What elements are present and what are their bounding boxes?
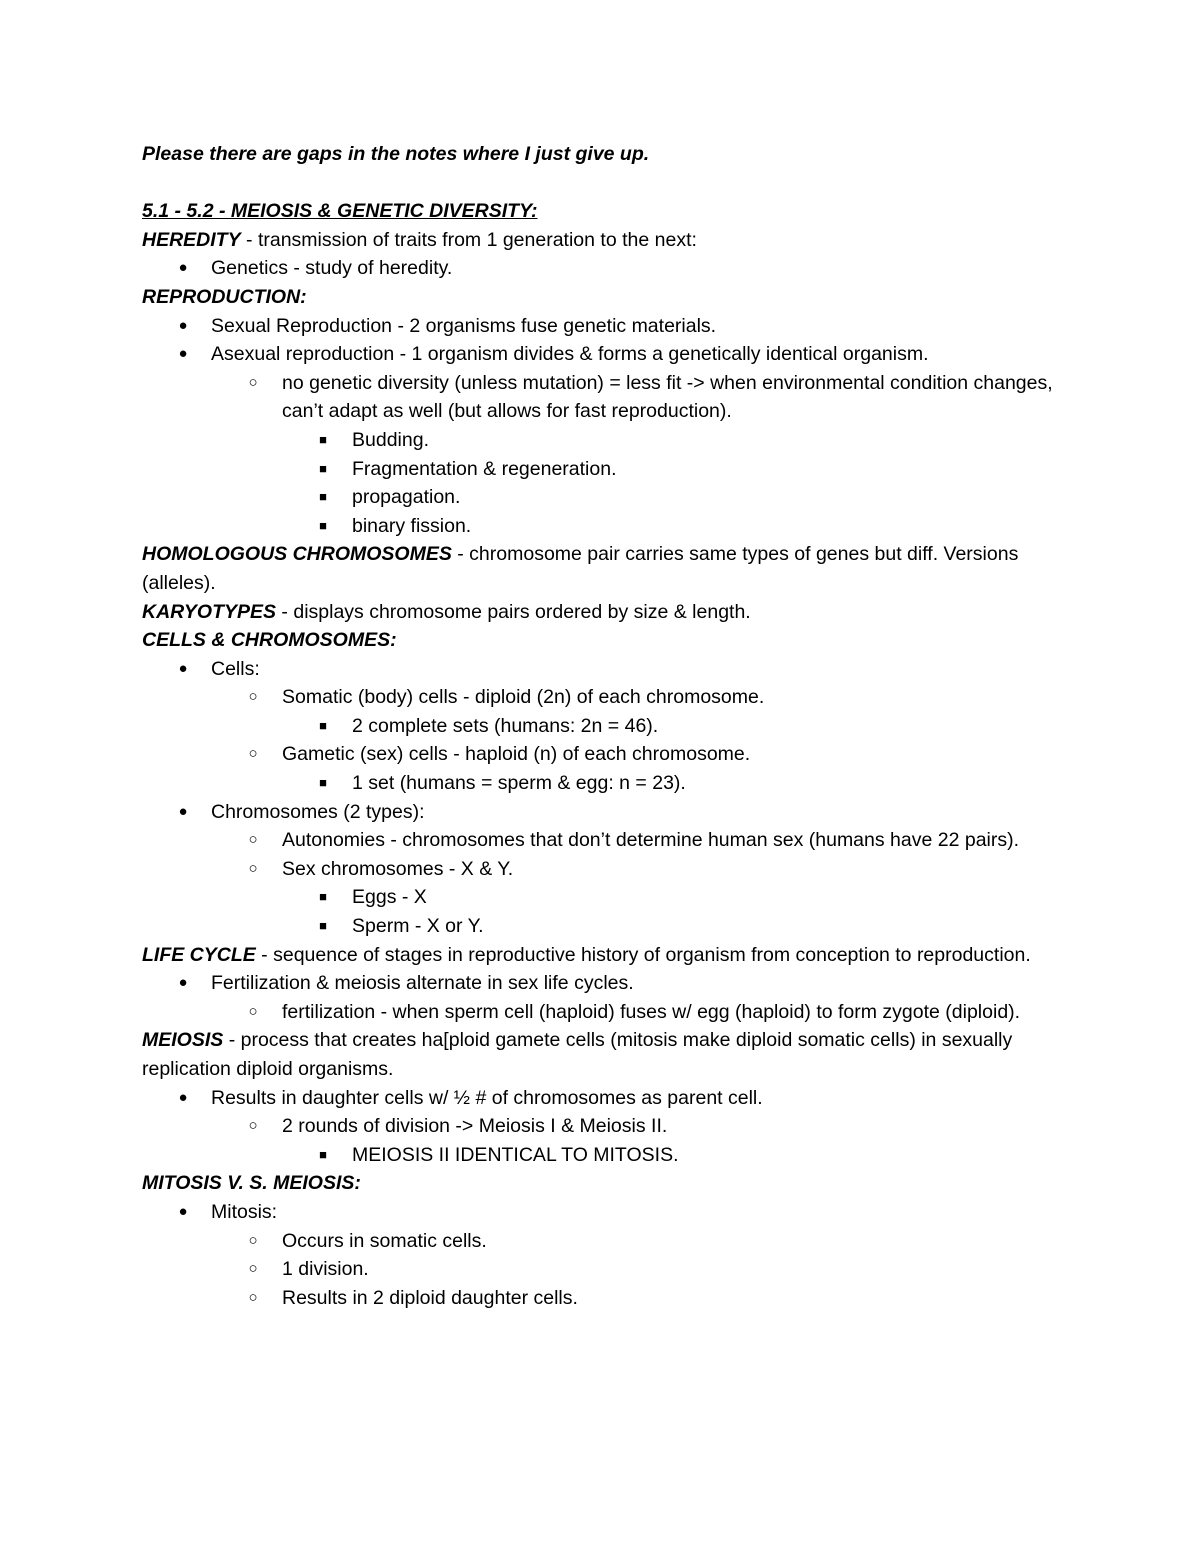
sub-sub-list-item: ■ binary fission. <box>142 512 1062 541</box>
karyotypes-definition <box>142 598 1062 627</box>
mitosis-vs-meiosis-heading: MITOSIS V. S. MEIOSIS: <box>142 1172 361 1195</box>
square-bullet-icon: ■ <box>319 775 327 791</box>
sub-list-item: ○ no genetic diversity (unless mutation) = less fit -> when environmental condition changes, can’t adapt as well (but allows for fast reproduction). <box>142 369 1062 426</box>
definition: - transmission of traits from 1 generation to the next: <box>240 228 697 251</box>
circle-bullet-icon: ○ <box>248 1117 258 1135</box>
bullet-icon: ● <box>178 259 188 277</box>
definition: - process that creates ha[ploid gamete cells (mitosis make diploid somatic cells) in sexually replication diploid organisms. <box>142 1029 1013 1080</box>
circle-bullet-icon: ○ <box>248 1002 258 1020</box>
circle-bullet-icon: ○ <box>248 373 258 391</box>
bullet-icon: ● <box>178 974 188 992</box>
bullet-icon: ● <box>178 802 188 820</box>
sub-sub-list-item: ■ Eggs - X <box>142 883 1062 912</box>
sub-list-item: ○ Results in 2 diploid daughter cells. <box>142 1284 1062 1313</box>
circle-bullet-icon: ○ <box>248 1260 258 1278</box>
sub-sub-list-item: ■ 2 complete sets (humans: 2n = 46). <box>142 712 1062 741</box>
definition: - displays chromosome pairs ordered by size & length. <box>276 600 751 623</box>
term: MEIOSIS <box>142 1029 224 1052</box>
list-item: ● Results in daughter cells w/ ½ # of chromosomes as parent cell. <box>142 1084 1062 1113</box>
circle-bullet-icon: ○ <box>248 1231 258 1249</box>
bullet-icon: ● <box>178 1202 188 1220</box>
circle-bullet-icon: ○ <box>248 831 258 849</box>
list-item: ● Sexual Reproduction - 2 organisms fuse genetic materials. <box>142 312 1062 341</box>
list-item: ● Asexual reproduction - 1 organism divides & forms a genetically identical organism. <box>142 340 1062 369</box>
sub-sub-list-item: ■ Fragmentation & regeneration. <box>142 455 1062 484</box>
circle-bullet-icon: ○ <box>248 1288 258 1306</box>
section-heading: 5.1 - 5.2 - MEIOSIS & GENETIC DIVERSITY: <box>142 200 538 223</box>
list-item: ● Mitosis: <box>142 1198 1062 1227</box>
sub-sub-list-item: ■ propagation. <box>142 483 1062 512</box>
bullet-icon: ● <box>178 659 188 677</box>
sub-sub-list-item: ■ Sperm - X or Y. <box>142 912 1062 941</box>
sub-sub-list-item: ■ 1 set (humans = sperm & egg: n = 23). <box>142 769 1062 798</box>
term: HOMOLOGOUS CHROMOSOMES <box>142 543 452 566</box>
square-bullet-icon: ■ <box>319 1146 327 1162</box>
bullet-icon: ● <box>178 316 188 334</box>
square-bullet-icon: ■ <box>319 918 327 934</box>
list-item: ● Chromosomes (2 types): <box>142 798 1062 827</box>
term: LIFE CYCLE <box>142 943 256 966</box>
definition: - sequence of stages in reproductive history of organism from conception to reproduction. <box>255 943 1031 966</box>
square-bullet-icon: ■ <box>319 717 327 733</box>
sub-list-item: ○ Autonomies - chromosomes that don’t determine human sex (humans have 22 pairs). <box>142 826 1062 855</box>
sub-list-item: ○ Sex chromosomes - X & Y. <box>142 855 1062 884</box>
list-item: ● Cells: <box>142 655 1062 684</box>
circle-bullet-icon: ○ <box>248 745 258 763</box>
sub-sub-list-item: ■ MEIOSIS II IDENTICAL TO MITOSIS. <box>142 1141 1062 1170</box>
circle-bullet-icon: ○ <box>248 859 258 877</box>
sub-list-item: ○ Occurs in somatic cells. <box>142 1227 1062 1256</box>
square-bullet-icon: ■ <box>319 431 327 447</box>
square-bullet-icon: ■ <box>319 460 327 476</box>
meiosis-definition <box>142 1026 1062 1083</box>
square-bullet-icon: ■ <box>319 889 327 905</box>
term: HEREDITY <box>142 228 241 251</box>
sub-list-item: ○ 2 rounds of division -> Meiosis I & Meiosis II. <box>142 1112 1062 1141</box>
lifecycle-definition <box>142 941 1062 970</box>
sub-list-item: ○ Gametic (sex) cells - haploid (n) of each chromosome. <box>142 740 1062 769</box>
intro-note: Please there are gaps in the notes where I just give up. <box>142 143 650 165</box>
list-item: ● Fertilization & meiosis alternate in sex life cycles. <box>142 969 1062 998</box>
list-item: ● Genetics - study of heredity. <box>142 254 1062 283</box>
reproduction-heading: REPRODUCTION: <box>142 285 307 308</box>
heredity-definition <box>142 226 1062 255</box>
document-page <box>142 140 1062 1312</box>
sub-list-item: ○ 1 division. <box>142 1255 1062 1284</box>
bullet-icon: ● <box>178 1088 188 1106</box>
square-bullet-icon: ■ <box>319 517 327 533</box>
square-bullet-icon: ■ <box>319 489 327 505</box>
sub-list-item: ○ fertilization - when sperm cell (haploid) fuses w/ egg (haploid) to form zygote (diploid). <box>142 998 1062 1027</box>
definition: - chromosome pair carries same types of genes but diff. Versions (alleles). <box>142 543 1019 594</box>
cells-heading: CELLS & CHROMOSOMES: <box>142 629 397 652</box>
term: KARYOTYPES <box>142 600 277 623</box>
sub-list-item: ○ Somatic (body) cells - diploid (2n) of each chromosome. <box>142 683 1062 712</box>
sub-sub-list-item: ■ Budding. <box>142 426 1062 455</box>
circle-bullet-icon: ○ <box>248 688 258 706</box>
bullet-icon: ● <box>178 345 188 363</box>
homologous-definition <box>142 540 1062 597</box>
